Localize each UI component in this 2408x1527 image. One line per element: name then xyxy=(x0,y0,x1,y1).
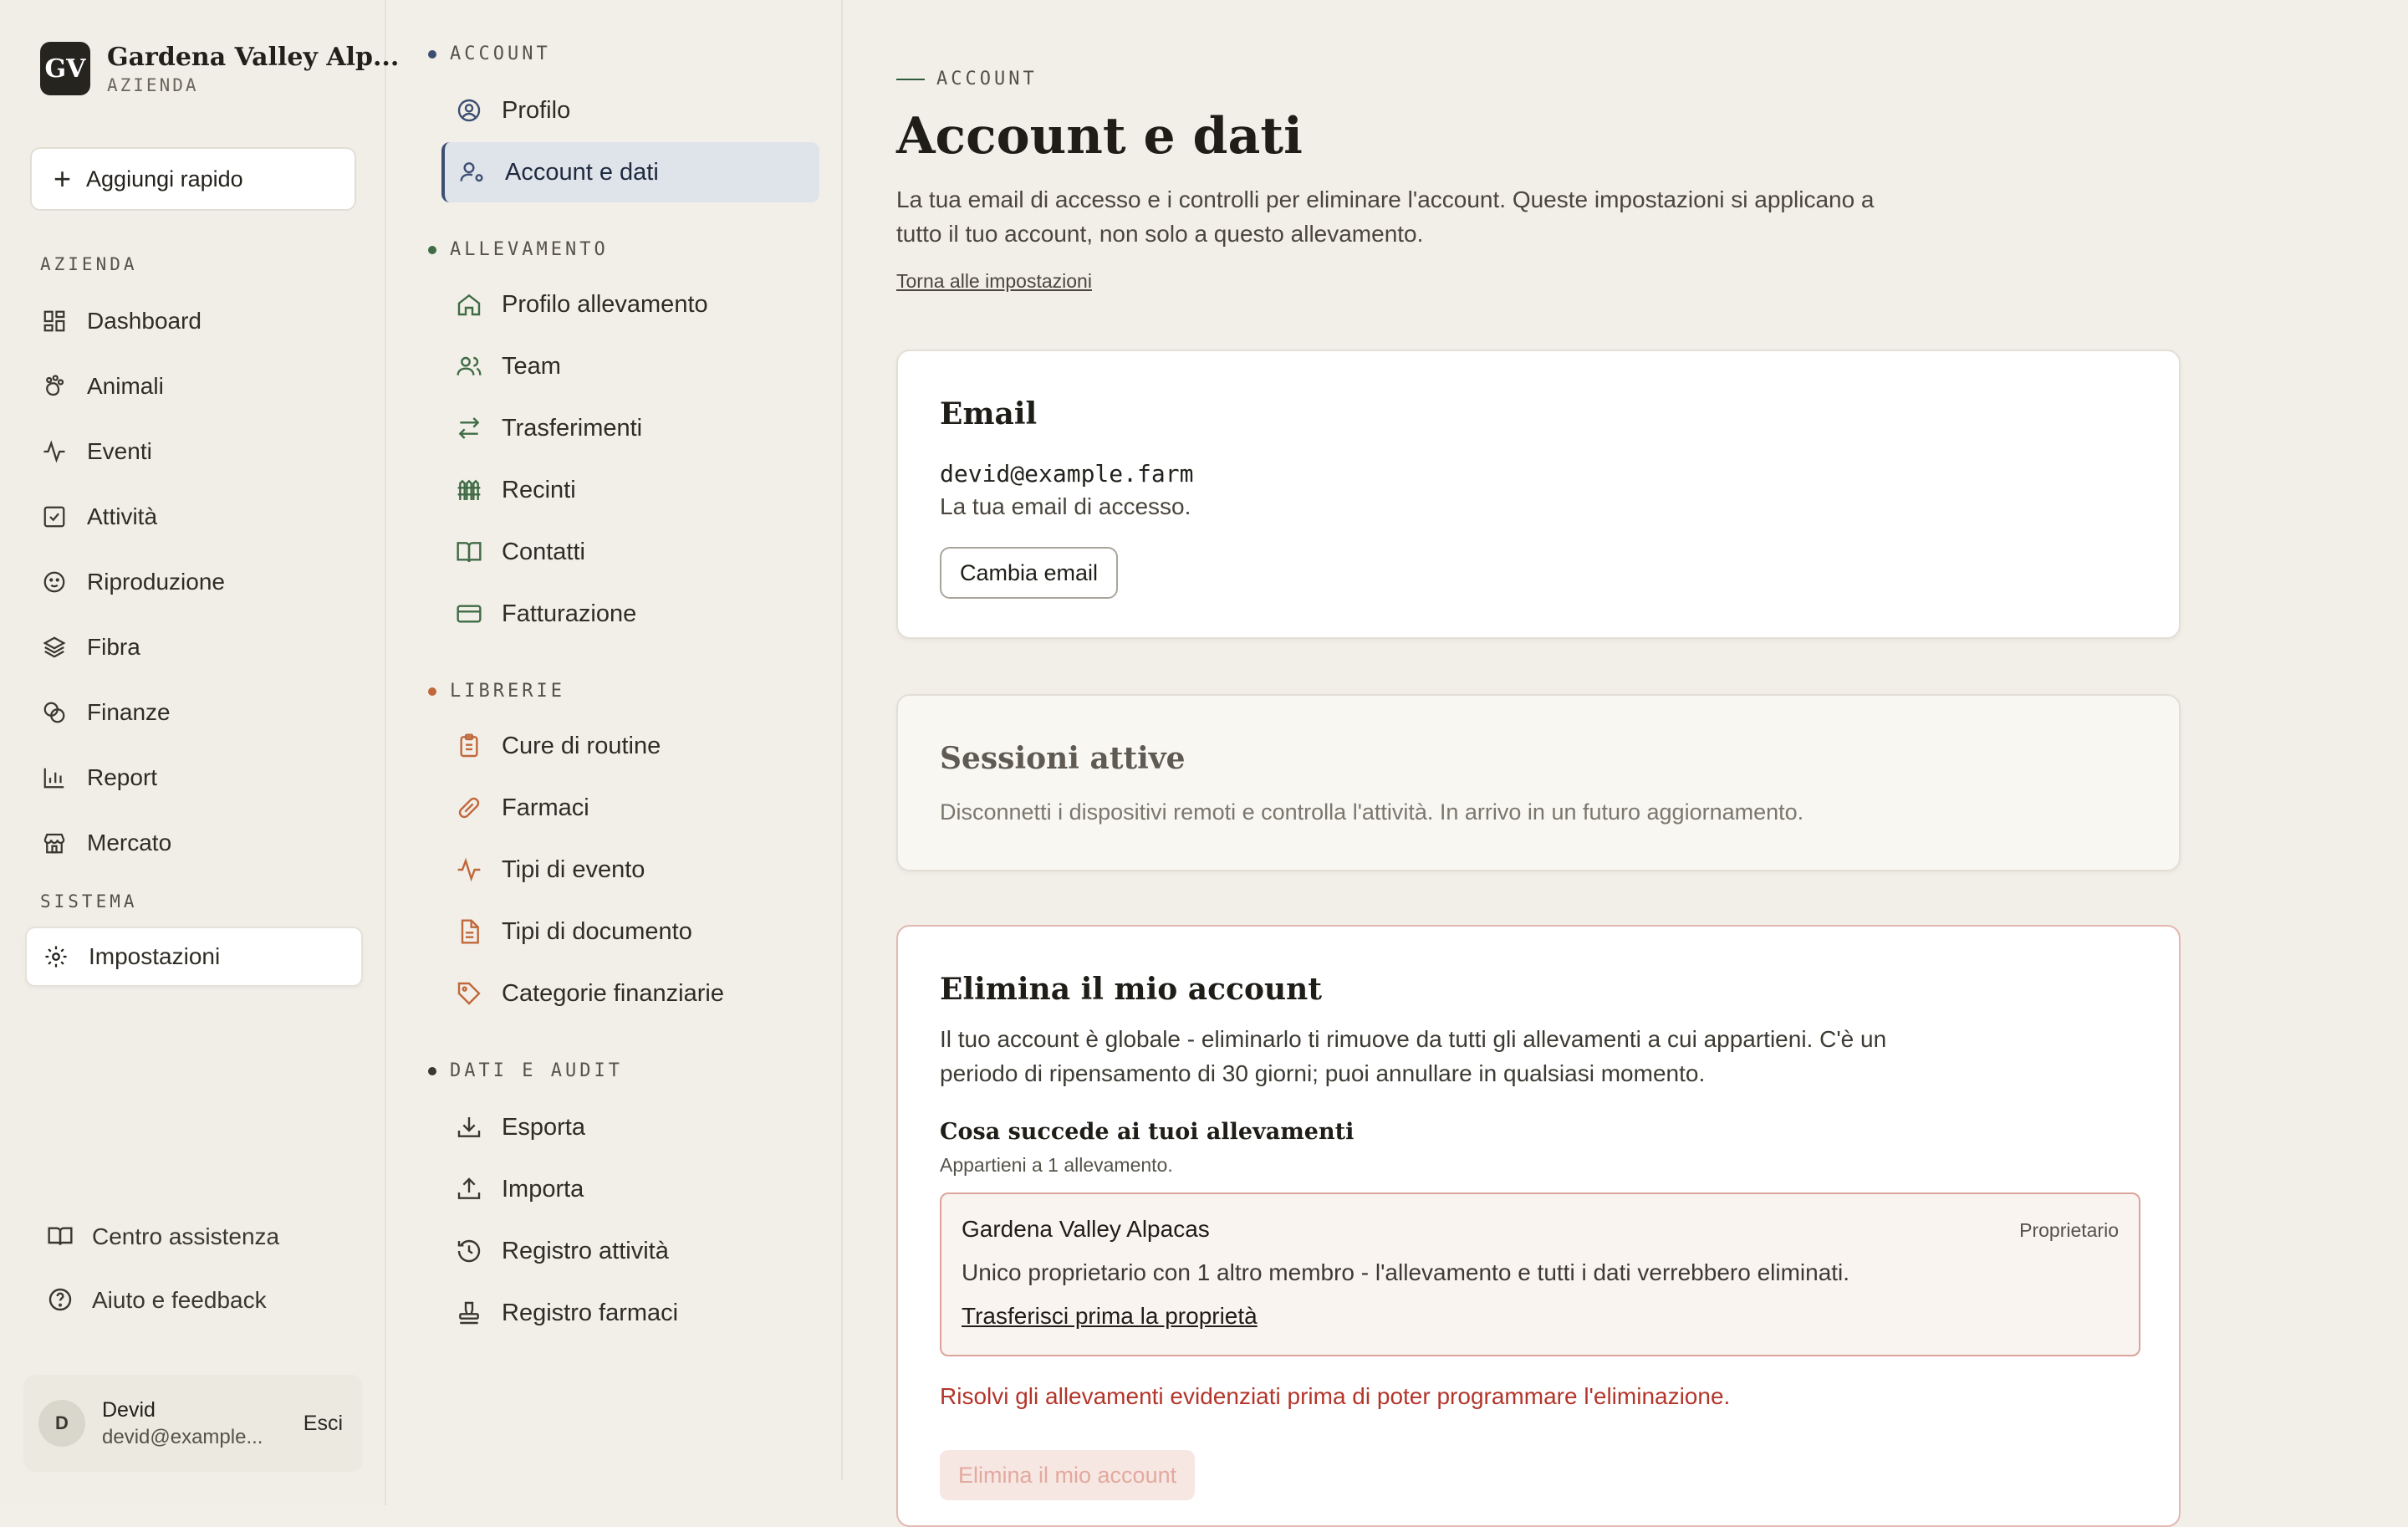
page-title: Account e dati xyxy=(896,107,1303,166)
nav-item-finance-categories[interactable] xyxy=(441,963,819,1024)
nav-item-contacts[interactable] xyxy=(441,522,819,582)
sidebar-section-system: SISTEMA xyxy=(40,891,138,912)
nav-item-farm-profile[interactable] xyxy=(441,274,819,335)
nav-item-billing[interactable] xyxy=(441,584,819,644)
activity-icon xyxy=(455,855,483,884)
nav-item-label: Categorie finanziarie xyxy=(502,979,724,1007)
delete-account-button[interactable]: Elimina il mio account xyxy=(940,1450,1195,1500)
avatar: D xyxy=(38,1400,85,1447)
sidebar-item-settings[interactable] xyxy=(25,927,363,987)
delete-account-card xyxy=(896,925,2181,1527)
help-circle-icon xyxy=(47,1286,75,1315)
fence-icon xyxy=(455,476,483,504)
sidebar-item-label: Fibra xyxy=(87,634,140,660)
upload-icon xyxy=(455,1175,483,1203)
sidebar-section-farm: AZIENDA xyxy=(40,254,138,274)
help-center-label: Centro assistenza xyxy=(92,1223,280,1249)
nav-item-activity-log[interactable] xyxy=(441,1221,819,1281)
store-icon xyxy=(40,829,69,857)
sidebar-item-label: Animali xyxy=(87,373,164,399)
farm-impact-name: Gardena Valley Alpacas xyxy=(962,1216,1210,1242)
baby-icon xyxy=(40,568,69,596)
book-open-icon xyxy=(455,538,483,566)
nav-item-profile[interactable] xyxy=(441,80,819,140)
sidebar-item-label: Finanze xyxy=(87,699,171,725)
delete-warning: Risolvi gli allevamenti evidenziati prima di poter programmare l'eliminazione. xyxy=(940,1383,1731,1409)
sidebar-item-label: Impostazioni xyxy=(89,943,221,969)
paw-icon xyxy=(40,372,69,401)
nav-item-label: Fatturazione xyxy=(502,600,637,627)
email-help-text: La tua email di accesso. xyxy=(940,493,1191,519)
nav-item-pens[interactable] xyxy=(441,460,819,520)
file-text-icon xyxy=(455,917,483,946)
user-circle-icon xyxy=(455,96,483,125)
feedback-link[interactable] xyxy=(47,1286,267,1315)
sidebar-item-label: Eventi xyxy=(87,438,152,464)
download-icon xyxy=(455,1113,483,1141)
nav-item-label: Tipi di documento xyxy=(502,917,692,945)
credit-card-icon xyxy=(455,600,483,628)
nav-item-account-data[interactable] xyxy=(441,142,819,202)
farms-count-note: Appartieni a 1 allevamento. xyxy=(940,1154,1173,1176)
sidebar-item-events[interactable] xyxy=(25,421,363,482)
nav-item-label: Trasferimenti xyxy=(502,414,643,442)
users-icon xyxy=(455,352,483,380)
nav-item-label: Team xyxy=(502,352,561,380)
nav-item-label: Importa xyxy=(502,1175,584,1203)
farm-type-label: AZIENDA xyxy=(107,74,199,95)
nav-item-label: Profilo allevamento xyxy=(502,290,708,318)
sessions-description: Disconnetti i dispositivi remoti e controlla l'attività. In arrivo in un futuro aggiornamento. xyxy=(940,799,1804,825)
tag-icon xyxy=(455,979,483,1008)
change-email-button[interactable]: Cambia email xyxy=(940,547,1118,599)
nav-item-label: Tipi di evento xyxy=(502,855,645,883)
nav-item-label: Contatti xyxy=(502,538,585,565)
page-description: La tua email di accesso e i controlli per eliminare l'account. Queste impostazioni si applicano a tutto il tuo account, non solo a questo allevamento. xyxy=(896,186,1875,247)
pill-icon xyxy=(455,794,483,822)
logout-button[interactable]: Esci xyxy=(303,1411,343,1435)
nav-section-data-audit: DATI E AUDIT xyxy=(458,1060,623,1081)
nav-item-medicine-log[interactable] xyxy=(441,1283,819,1343)
help-center-link[interactable] xyxy=(47,1223,279,1251)
sidebar-item-reports[interactable] xyxy=(25,748,363,808)
sidebar-item-label: Dashboard xyxy=(87,308,202,334)
nav-section-account: ACCOUNT xyxy=(458,43,551,64)
nav-item-import[interactable] xyxy=(441,1159,819,1219)
sessions-card xyxy=(896,694,2181,871)
sidebar-item-tasks[interactable] xyxy=(25,487,363,547)
farm-impact-description: Unico proprietario con 1 altro membro - l'allevamento e tutti i dati verrebbero eliminati. xyxy=(962,1259,1850,1285)
sidebar-item-breeding[interactable] xyxy=(25,552,363,612)
quick-add-label: Aggiungi rapido xyxy=(86,166,243,192)
sidebar-item-animals[interactable] xyxy=(25,356,363,416)
sidebar-item-fiber[interactable] xyxy=(25,617,363,677)
sidebar-item-label: Riproduzione xyxy=(87,569,225,595)
transfer-ownership-link[interactable]: Trasferisci prima la proprietà xyxy=(962,1303,1258,1329)
user-name: Devid xyxy=(102,1397,156,1422)
nav-item-label: Profilo xyxy=(502,96,571,124)
sidebar-item-label: Mercato xyxy=(87,830,172,855)
plus-icon: + xyxy=(54,161,72,196)
nav-section-farm: ALLEVAMENTO xyxy=(458,239,609,260)
back-to-settings-link[interactable]: Torna alle impostazioni xyxy=(896,270,1092,292)
page-eyebrow: ACCOUNT xyxy=(896,69,1038,89)
transfer-icon xyxy=(455,414,483,442)
coins-icon xyxy=(40,698,69,727)
settings-nav xyxy=(388,0,843,1480)
nav-item-label: Registro farmaci xyxy=(502,1299,679,1326)
nav-item-label: Cure di routine xyxy=(502,732,661,759)
farm-switcher[interactable] xyxy=(40,42,400,95)
nav-item-medicines[interactable] xyxy=(441,778,819,838)
farm-role-badge: Proprietario xyxy=(2019,1219,2119,1241)
farm-impact-item xyxy=(940,1192,2140,1356)
nav-section-libraries: LIBRERIE xyxy=(458,681,565,702)
email-value: devid@example.farm xyxy=(940,460,1194,488)
user-email: devid@example... xyxy=(102,1425,263,1448)
sidebar-item-finance[interactable] xyxy=(25,682,363,743)
feedback-label: Aiuto e feedback xyxy=(92,1287,267,1313)
farms-heading: Cosa succede ai tuoi allevamenti xyxy=(940,1119,1354,1145)
farm-logo: GV xyxy=(40,42,90,95)
sidebar-item-market[interactable] xyxy=(25,813,363,873)
nav-item-label: Account e dati xyxy=(505,158,659,186)
user-cog-icon xyxy=(458,158,487,186)
delete-card-description: Il tuo account è globale - eliminarlo ti rimuove da tutti gli allevamenti a cui appartieni. C'è un periodo di ripensamento di 30 giorni; puoi annullare in qualsiasi momento. xyxy=(940,1026,1887,1086)
layers-icon xyxy=(40,633,69,661)
sidebar-item-dashboard[interactable] xyxy=(25,291,363,351)
history-icon xyxy=(455,1237,483,1265)
nav-item-team[interactable] xyxy=(441,336,819,396)
nav-item-label: Registro attività xyxy=(502,1237,669,1264)
sidebar-item-label: Attività xyxy=(87,503,158,529)
clipboard-icon xyxy=(455,732,483,760)
user-menu[interactable] xyxy=(23,1375,363,1472)
gear-icon xyxy=(42,942,70,971)
nav-item-label: Esporta xyxy=(502,1113,585,1141)
nav-item-label: Recinti xyxy=(502,476,576,503)
stamp-icon xyxy=(455,1299,483,1327)
sidebar-item-label: Report xyxy=(87,764,158,790)
email-card xyxy=(896,350,2181,639)
app-sidebar xyxy=(0,0,400,1505)
email-card-title: Email xyxy=(940,396,1038,432)
farm-name: Gardena Valley Alp... xyxy=(107,42,400,72)
nav-item-routine-care[interactable] xyxy=(441,716,819,776)
sessions-card-title: Sessioni attive xyxy=(940,741,1186,776)
nav-item-transfers[interactable] xyxy=(441,398,819,458)
nav-item-document-types[interactable] xyxy=(441,901,819,962)
nav-item-export[interactable] xyxy=(441,1097,819,1157)
nav-item-label: Farmaci xyxy=(502,794,589,821)
checkbox-icon xyxy=(40,503,69,531)
bar-chart-icon xyxy=(40,764,69,792)
home-icon xyxy=(455,290,483,319)
quick-add-button[interactable] xyxy=(30,147,356,211)
book-icon xyxy=(47,1223,75,1251)
dashboard-icon xyxy=(40,307,69,335)
delete-card-title: Elimina il mio account xyxy=(940,972,1322,1007)
nav-item-event-types[interactable] xyxy=(441,840,819,900)
activity-icon xyxy=(40,437,69,466)
